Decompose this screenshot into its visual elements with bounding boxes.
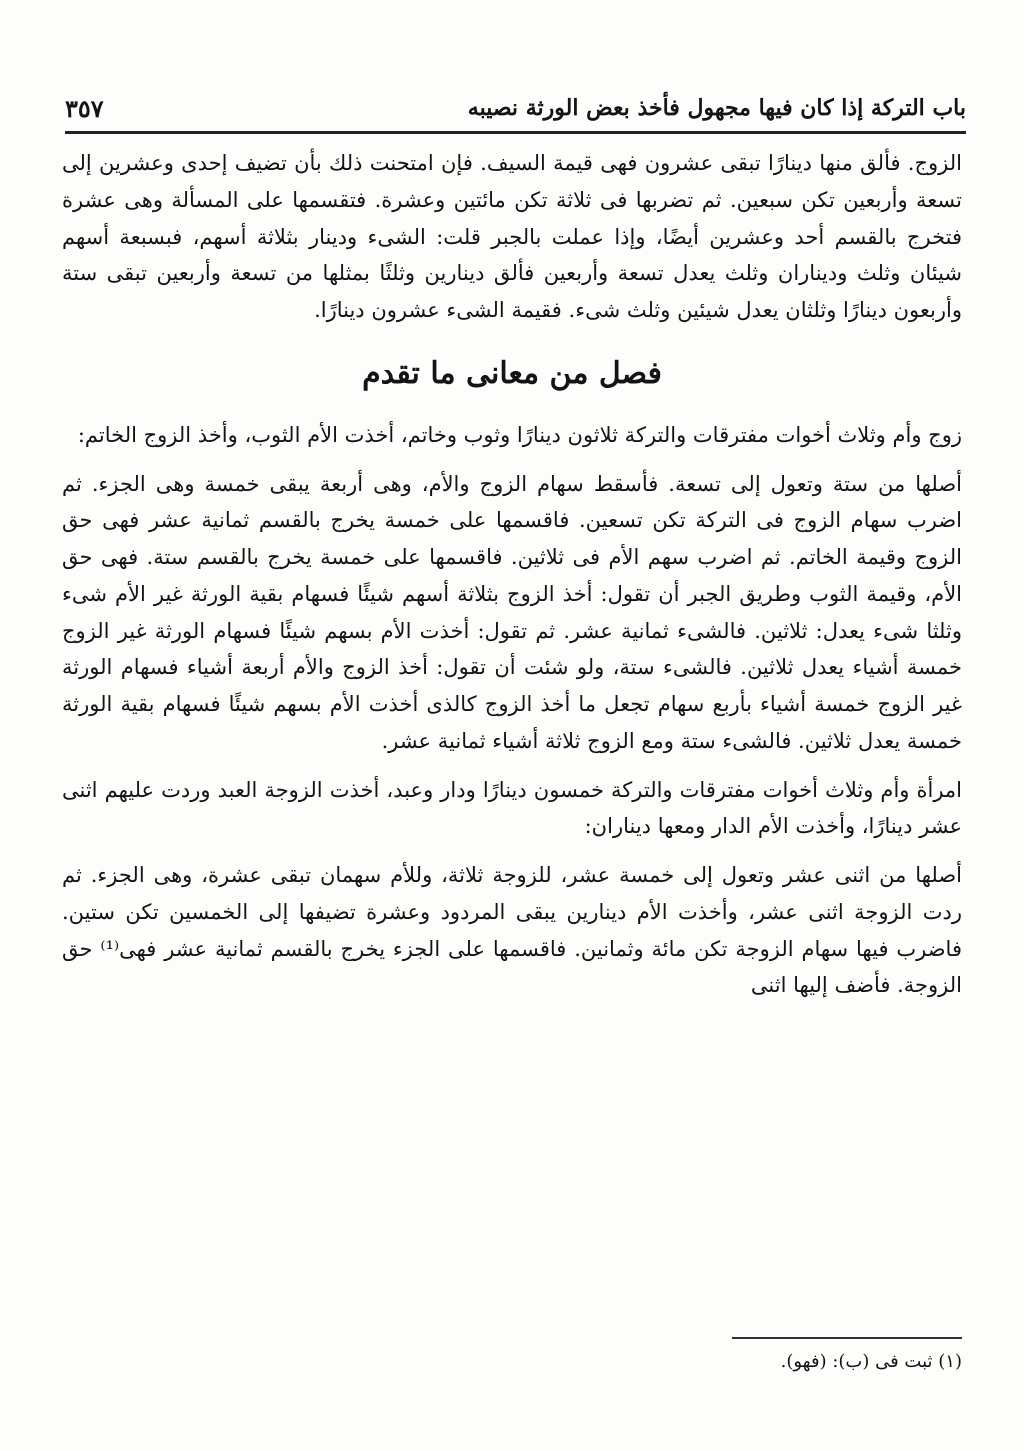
section-title: فصل من معانى ما تقدم [362,355,662,391]
paragraph: أصلها من اثنى عشر وتعول إلى خمسة عشر، للزوجة ثلاثة، وللأم سهمان تبقى عشرة، وهى الجزء. ثم ردت الزوجة اثنى عشر، وأخذت الأم دينارين يبقى المردود وعشرة تضيفها إلى الخمسين تكن ستين. فاضرب فيها سهام الزوجة تكن مائة وثمانين. فاقسمها على الجزء يخرج بالقسم ثمانية عشر فهى⁽¹⁾ حق الزوجة. فأضف إليها اثنى [62,863,962,998]
page-number: ٣٥٧ [65,93,104,123]
main-text [62,145,962,1016]
paragraph: أصلها من ستة وتعول إلى تسعة. فأسقط سهام الزوج والأم، وهى أربعة يبقى خمسة وهى الجزء. ثم اضرب سهام الزوج فى التركة تكن تسعين. فاقسمها على خمسة يخرج بالقسم ثمانية عشر فهى حق الزوج وقيمة الخاتم. ثم اضرب سهم الأم فى ثلاثين. فاقسمها على خمسة يخرج بالقسم ستة. فهى حق الأم، وقيمة الثوب وطريق الجبر أن تقول: أخذ الزوج بثلاثة أسهم شيئًا فسهام بقية الورثة غير الأم شىء وثلثا شىء يعدل: ثلاثين. فالشىء ثمانية عشر. ثم تقول: أخذت الأم بسهم شيئًا فسهام الورثة غير الزوج خمسة أشياء يعدل ثلاثين. فالشىء ستة، ولو شئت أن تقول: أخذ الزوج والأم أربعة أشياء فسهام الورثة غير الزوج خمسة أشياء بأربع سهام تجعل ما أخذ الزوج كالذى أخذت الأم بسهم شيئًا فسهام بقية الورثة خمسة يعدل ثلاثين. فالشىء ستة ومع الزوج ثلاثة أشياء ثمانية عشر. [62,471,962,753]
paragraph: الزوج. فألق منها دينارًا تبقى عشرون فهى قيمة السيف. فإن امتحنت ذلك بأن تضيف إحدى وعشرين إلى تسعة وأربعين تكن سبعين. ثم تضربها فى ثلاثة تكن مائتين وعشرة. فتقسمها على المسألة وهى عشرة فتخرج بالقسم أحد وعشرين أيضًا، وإذا عملت بالجبر قلت: الشىء ودينار بثلاثة أسهم، فبسبعة أسهم شيئان وثلث وديناران وثلث يعدل تسعة وأربعين فألق دينارين وثلثًا بمثلها من تسعة وأربعين تبقى ستة وأربعون دينارًا وثلثان يعدل شيئين وثلث شىء. فقيمة الشىء عشرون دينارًا. [62,151,962,322]
running-header [65,88,966,128]
chapter-title: باب التركة إذا كان فيها مجهول فأخذ بعض الورثة نصيبه [467,95,966,121]
header-rule [65,131,966,134]
paragraph: زوج وأم وثلاث أخوات مفترقات والتركة ثلاثون دينارًا وثوب وخاتم، أخذت الأم الثوب، وأخذ الزوج الخاتم: [77,422,962,447]
paragraph: امرأة وأم وثلاث أخوات مفترقات والتركة خمسون دينارًا ودار وعبد، أخذت الزوجة العبد وردت عليهم اثنى عشر دينارًا، وأخذت الأم الدار ومعها ديناران: [62,777,962,839]
footnote-rule [732,1337,962,1339]
footnote: (١) ثبت فى (ب): (فهو). [780,1351,962,1372]
